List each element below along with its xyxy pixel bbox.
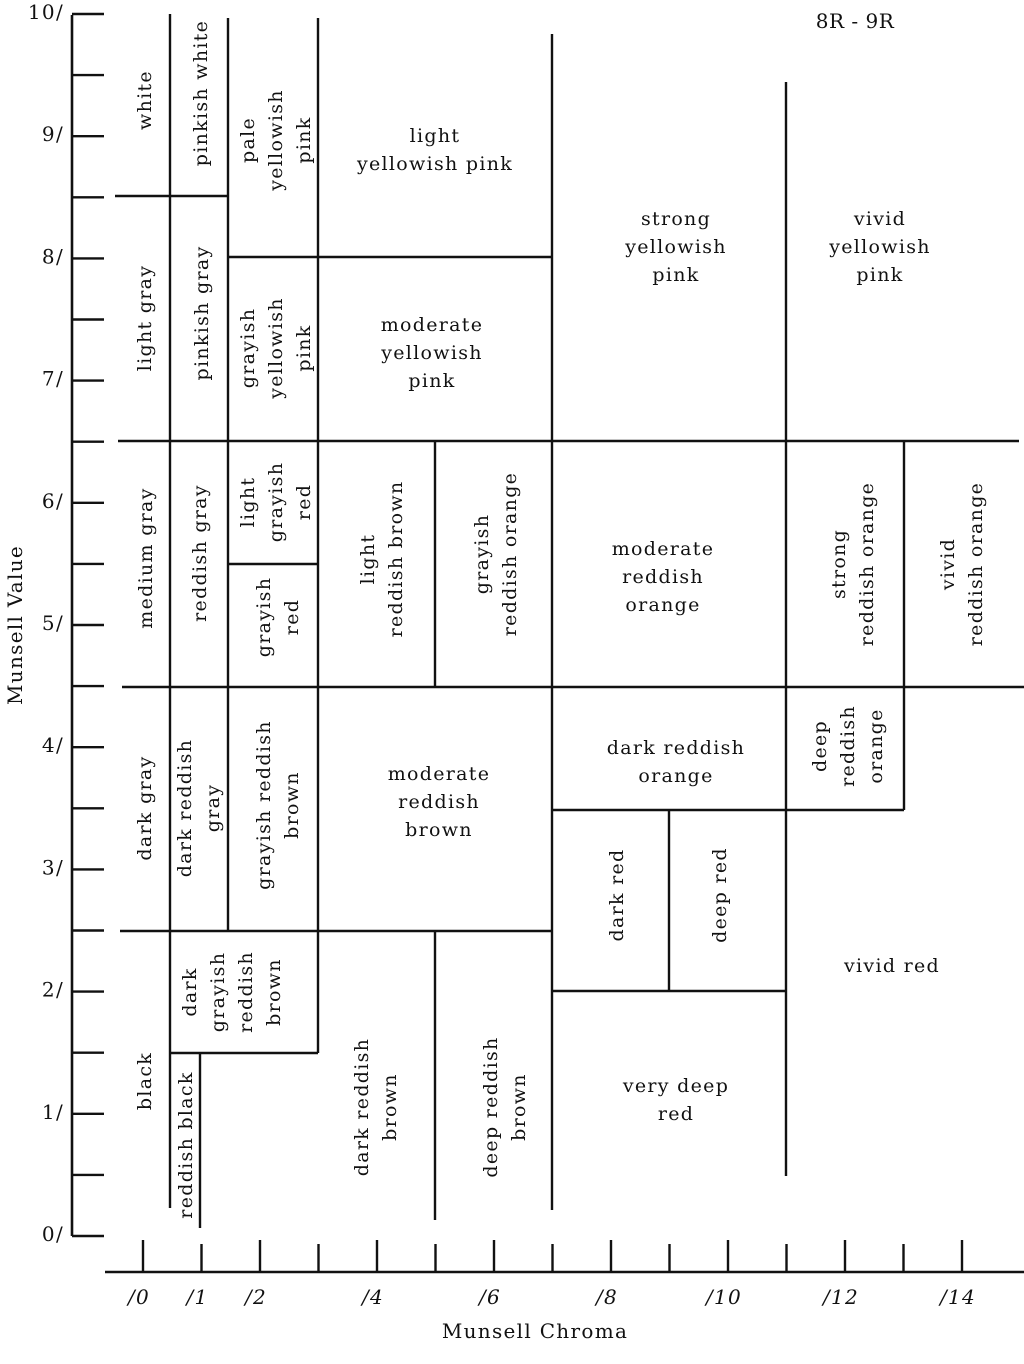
region-moderate-reddish-brown: moderate reddish brown: [387, 763, 491, 841]
region-strong-yellowish-pink: strong yellowish pink: [625, 208, 727, 286]
region-vivid-reddish-orange: vivid reddish orange: [937, 481, 987, 647]
region-grayish-reddish-orange: grayish reddish orange: [471, 471, 521, 637]
x-tick-label: /4: [361, 1285, 385, 1309]
x-tick-label: /14: [939, 1285, 977, 1309]
region-deep-reddish-orange: deep reddish orange: [809, 705, 887, 787]
region-grayish-red: grayish red: [253, 576, 303, 658]
region-dark-reddish-brown: dark reddish brown: [351, 1037, 401, 1177]
region-labels: [134, 20, 987, 1219]
region-light-reddish-brown: light reddish brown: [357, 480, 407, 638]
y-tick-label: 1/: [41, 1099, 64, 1124]
region-black: black: [134, 1051, 156, 1111]
y-tick-label: 0/: [41, 1222, 64, 1246]
region-dark-gray: dark gray: [134, 755, 156, 861]
region-pinkish-gray: pinkish gray: [191, 245, 213, 381]
y-tick-label: 8/: [41, 244, 64, 269]
y-tick-label: 4/: [41, 733, 64, 758]
y-tick-label: 9/: [41, 122, 64, 147]
region-moderate-yellowish-pink: moderate yellowish pink: [380, 314, 484, 392]
y-tick-label: 3/: [41, 855, 64, 880]
region-deep-reddish-brown: deep reddish brown: [480, 1036, 530, 1178]
y-tick-label: 5/: [41, 611, 64, 635]
region-very-deep-red: very deep red: [622, 1075, 730, 1125]
y-tick-label: 6/: [41, 488, 64, 513]
y-tick-label: 7/: [41, 366, 64, 391]
region-deep-red: deep red: [709, 847, 731, 943]
region-light-grayish-red: light grayish red: [237, 461, 315, 543]
y-tick-label: 10/: [27, 0, 64, 24]
region-boundaries: [115, 14, 1024, 1228]
y-axis-ticks: [28, 0, 104, 1246]
x-tick-label: /12: [822, 1285, 860, 1309]
x-tick-label: /2: [244, 1285, 268, 1309]
region-medium-gray: medium gray: [135, 487, 157, 629]
x-axis-title: Munsell Chroma: [441, 1319, 629, 1343]
region-white: white: [134, 70, 156, 130]
x-tick-label: /8: [595, 1285, 619, 1309]
region-pinkish-white: pinkish white: [190, 19, 212, 167]
region-vivid-red: vivid red: [843, 955, 941, 977]
region-dark-reddish-orange: dark reddish orange: [606, 737, 746, 787]
region-light-gray: light gray: [134, 264, 156, 372]
region-moderate-reddish-orange: moderate reddish orange: [611, 538, 715, 616]
region-vivid-yellowish-pink: vivid yellowish pink: [829, 208, 931, 286]
region-grayish-reddish-brown: grayish reddish brown: [253, 720, 303, 890]
region-dark-red: dark red: [606, 848, 628, 942]
region-pale-yellowish-pink: pale yellowish pink: [237, 89, 315, 191]
x-tick-label: /1: [186, 1285, 209, 1309]
region-grayish-yellowish-pink: grayish yellowish pink: [237, 297, 315, 399]
y-axis-title: Munsell Value: [3, 544, 27, 706]
x-tick-label: /0: [127, 1285, 151, 1309]
x-tick-label: /6: [478, 1285, 502, 1309]
region-light-yellowish-pink: light yellowish pink: [356, 125, 514, 175]
region-reddish-gray: reddish gray: [189, 484, 211, 622]
y-tick-label: 2/: [41, 977, 64, 1002]
hue-range-title: 8R - 9R: [815, 9, 895, 33]
region-strong-reddish-orange: strong reddish orange: [828, 481, 878, 647]
region-dark-grayish-reddish-brown: dark grayish reddish brown: [179, 951, 285, 1033]
x-tick-label: /10: [705, 1285, 743, 1309]
region-reddish-black: reddish black: [175, 1071, 197, 1219]
x-axis-ticks: [126, 1240, 976, 1309]
region-dark-reddish-gray: dark reddish gray: [174, 738, 224, 878]
